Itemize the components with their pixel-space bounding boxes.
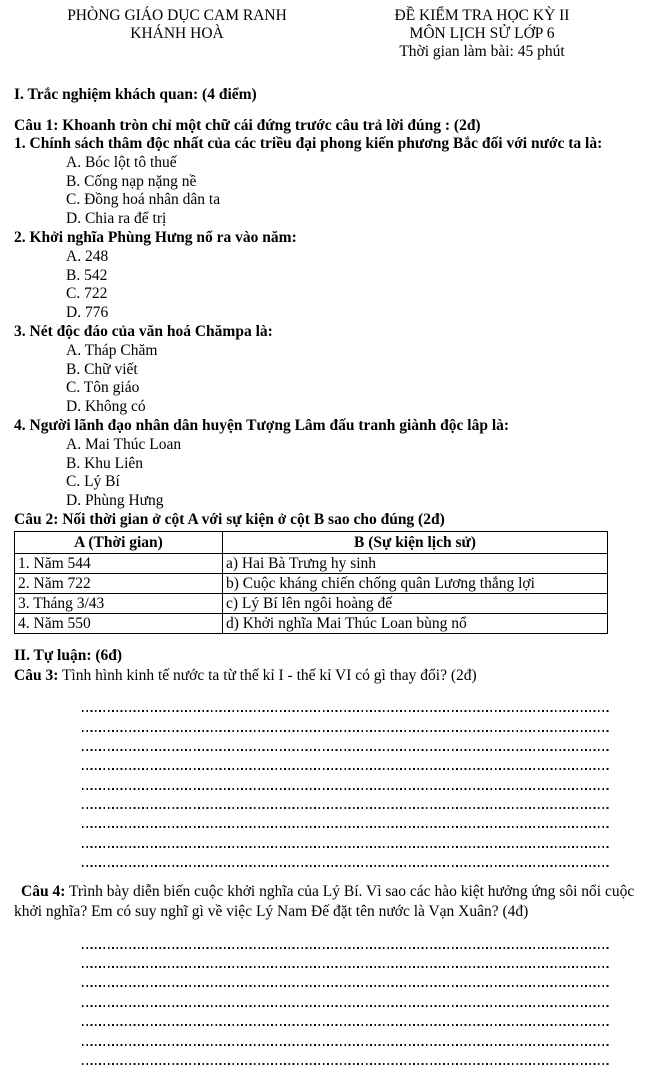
answer-dotted-line xyxy=(82,735,610,754)
office-province: KHÁNH HOÀ xyxy=(130,25,224,42)
answer-dotted-line xyxy=(82,1049,610,1068)
answer-dotted-line xyxy=(82,812,610,831)
cau3-question xyxy=(14,666,636,686)
answer-dotted-line xyxy=(82,831,610,850)
question-3-text: 3. Nét độc đáo của văn hoá Chămpa là: xyxy=(14,322,273,340)
option: D. Phùng Hưng xyxy=(66,492,164,510)
option: A. 248 xyxy=(66,247,109,265)
cell-time: 2. Năm 722 xyxy=(15,573,223,593)
option: A. Tháp Chăm xyxy=(66,341,158,359)
page-header xyxy=(14,7,636,61)
table-row xyxy=(15,593,608,613)
answer-dotted-line xyxy=(82,932,610,951)
answer-dotted-line xyxy=(82,1010,610,1029)
cell-time: 1. Năm 544 xyxy=(15,553,223,573)
cell-time: 3. Tháng 3/43 xyxy=(15,593,223,613)
answer-dotted-line xyxy=(82,971,610,990)
answer-dotted-line xyxy=(82,952,610,971)
option: B. 542 xyxy=(66,266,108,284)
answer-dotted-line xyxy=(82,754,610,773)
issuing-office-block xyxy=(32,7,322,43)
option: D. 776 xyxy=(66,304,109,322)
cau3-label: Câu 3: xyxy=(14,666,59,684)
question-2-text: 2. Khởi nghĩa Phùng Hưng nổ ra vào năm: xyxy=(14,228,297,246)
question-2-options xyxy=(66,248,636,323)
cell-time: 4. Năm 550 xyxy=(15,613,223,633)
matching-table xyxy=(14,531,608,634)
option: C. Đồng hoá nhân dân ta xyxy=(66,191,221,209)
question-3-options xyxy=(66,342,636,417)
option: B. Khu Liên xyxy=(66,454,144,472)
table-row xyxy=(15,573,608,593)
option: C. 722 xyxy=(66,285,108,303)
option: D. Không có xyxy=(66,398,146,416)
question-1-options xyxy=(66,154,636,229)
exam-duration: Thời gian làm bài: 45 phút xyxy=(399,43,565,60)
option: C. Lý Bí xyxy=(66,473,120,491)
cau3-text: Tình hình kinh tế nước ta từ thế kỉ I - thế kỉ VI có gì thay đổi? (2đ) xyxy=(58,666,477,684)
exam-title-block xyxy=(332,7,632,61)
option: A. Mai Thúc Loan xyxy=(66,435,182,453)
cell-event: a) Hai Bà Trưng hy sinh xyxy=(223,553,608,573)
option: B. Cống nạp nặng nề xyxy=(66,172,197,190)
column-b-header: B (Sự kiện lịch sử) xyxy=(223,531,608,553)
section2-title: II. Tự luận: (6đ) xyxy=(14,646,123,664)
cell-event: c) Lý Bí lên ngôi hoàng đế xyxy=(223,593,608,613)
answer-dotted-line xyxy=(82,1029,610,1048)
cau4-text: Trình bày diễn biến cuộc khởi nghĩa của Lý Bí. Vì sao các hào kiệt hưởng ứng sôi nổi cuộc khởi nghĩa? Em có suy nghĩ gì về việc Lý Nam Đế đặt tên nước là Vạn Xuân? (4đ) xyxy=(14,883,635,921)
cau3-answer-lines xyxy=(82,696,610,871)
question-4-text: 4. Người lãnh đạo nhân dân huyện Tượng Lâm đấu tranh giành độc lâp là: xyxy=(14,416,510,434)
cau2-title: Câu 2: Nối thời gian ở cột A với sự kiện ở cột B sao cho đúng (2đ) xyxy=(14,510,445,528)
table-header-row xyxy=(15,531,608,553)
answer-dotted-line xyxy=(82,715,610,734)
exam-subject: MÔN LỊCH SỬ LỚP 6 xyxy=(409,25,555,42)
question-4-options xyxy=(66,436,636,511)
option: D. Chia ra để trị xyxy=(66,210,167,228)
table-row xyxy=(15,553,608,573)
exam-title: ĐỀ KIỂM TRA HỌC KỲ II xyxy=(394,7,570,24)
answer-dotted-line xyxy=(82,793,610,812)
cau1-title: Câu 1: Khoanh tròn chỉ một chữ cái đứng trước câu trả lời đúng : (2đ) xyxy=(14,117,481,134)
answer-dotted-line xyxy=(82,851,610,870)
answer-dotted-line xyxy=(82,990,610,1009)
question-1-text: 1. Chính sách thâm độc nhất của các triều đại phong kiến phương Bắc đối với nước ta là: xyxy=(14,135,603,152)
answer-dotted-line xyxy=(82,773,610,792)
answer-dotted-line xyxy=(82,696,610,715)
cau4-label: Câu 4: xyxy=(21,883,66,901)
cau4-question xyxy=(14,882,636,922)
cell-event: d) Khởi nghĩa Mai Thúc Loan bùng nổ xyxy=(223,613,608,633)
column-a-header: A (Thời gian) xyxy=(15,531,223,553)
table-row xyxy=(15,613,608,633)
cau4-answer-lines xyxy=(82,932,610,1068)
option: C. Tôn giáo xyxy=(66,379,140,397)
office-name: PHÒNG GIÁO DỤC CAM RANH xyxy=(67,7,287,24)
cell-event: b) Cuộc kháng chiến chống quân Lương thắng lợi xyxy=(223,573,608,593)
option: A. Bóc lột tô thuế xyxy=(66,153,177,171)
multiple-choice-block xyxy=(14,135,636,530)
section1-title: I. Trắc nghiệm khách quan: (4 điểm) xyxy=(14,86,257,103)
option: B. Chữ viết xyxy=(66,360,138,378)
